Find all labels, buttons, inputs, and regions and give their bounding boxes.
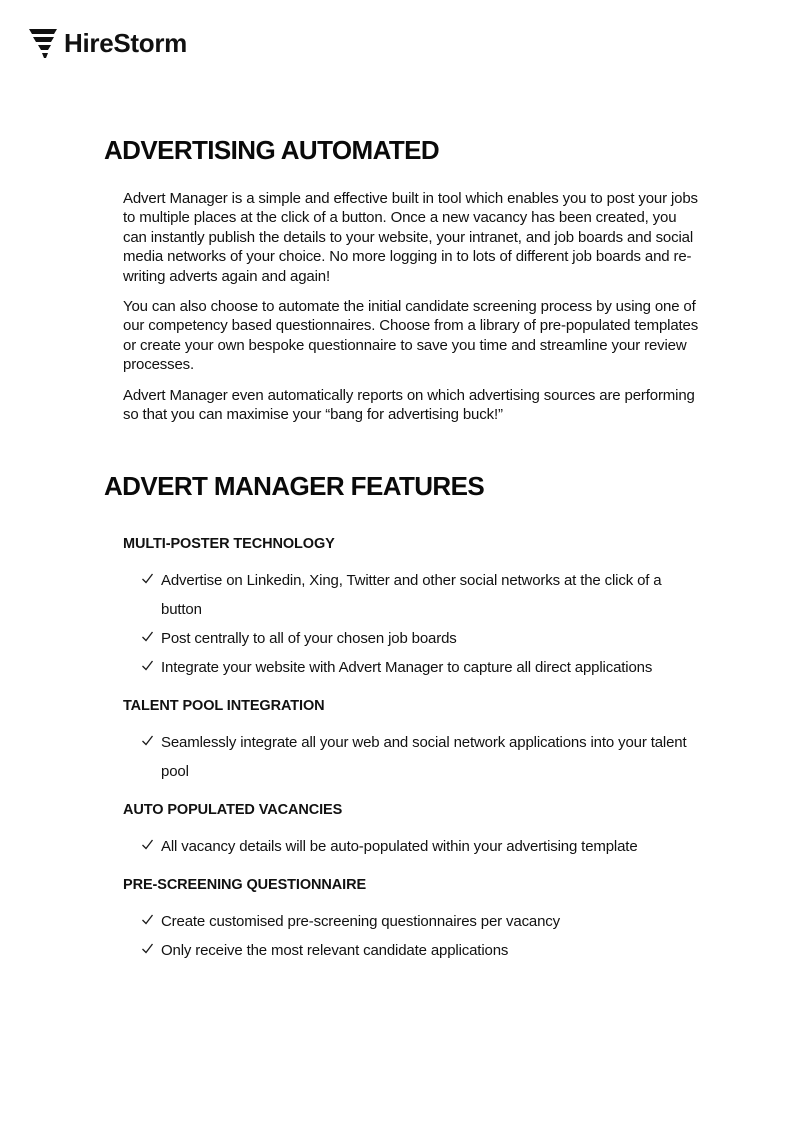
intro-paragraph: Advert Manager even automatically reports on which advertising sources are performing so that you can maximise your “bang for advertising buck!” <box>123 386 695 424</box>
feature-items <box>123 832 713 861</box>
features-list <box>123 534 713 979</box>
advertising-intro <box>123 189 703 435</box>
feature-item <box>123 653 701 682</box>
intro-paragraph: Advert Manager is a simple and effective built in tool which enables you to post your jobs to multiple places at the click of a button. Once a new vacancy has been created, you can instantly publish the details to your website, your intranet, and job boards and social media networks of your choice. No more logging in to lots of different job boards and re-writing adverts again and again! <box>123 190 698 285</box>
feature-group-auto-populated <box>123 800 713 861</box>
checkmark-icon <box>141 913 154 926</box>
feature-item-text: Post centrally to all of your chosen job boards <box>161 630 457 647</box>
feature-item-text: Only receive the most relevant candidate applications <box>161 942 509 959</box>
features-heading: ADVERT MANAGER FEATURES <box>104 471 485 501</box>
feature-items <box>123 566 713 682</box>
feature-item <box>123 566 701 624</box>
feature-item-text: Create customised pre-screening questionnaires per vacancy <box>161 913 561 930</box>
logo <box>28 26 187 60</box>
checkmark-icon <box>141 630 154 643</box>
feature-item-text: All vacancy details will be auto-populated within your advertising template <box>161 838 638 855</box>
feature-group-title: TALENT POOL INTEGRATION <box>123 698 325 714</box>
advertising-heading: ADVERTISING AUTOMATED <box>104 135 440 165</box>
intro-paragraph: You can also choose to automate the initial candidate screening process by using one of our competency based questionnaires. Choose from a library of pre-populated templates or create your own bespoke questionnaire to save you time and streamline your review processes. <box>123 298 699 374</box>
feature-item-text: Seamlessly integrate all your web and social network applications into your talent pool <box>161 734 687 780</box>
feature-item <box>123 832 701 861</box>
feature-items <box>123 728 713 786</box>
feature-group-multi-poster <box>123 534 713 682</box>
checkmark-icon <box>141 838 154 851</box>
feature-item-text: Advertise on Linkedin, Xing, Twitter and other social networks at the click of a button <box>161 572 662 618</box>
checkmark-icon <box>141 572 154 585</box>
checkmark-icon <box>141 659 154 672</box>
feature-item <box>123 936 701 965</box>
feature-item <box>123 728 701 786</box>
checkmark-icon <box>141 942 154 955</box>
feature-items <box>123 907 713 965</box>
feature-group-talent-pool <box>123 696 713 786</box>
feature-group-title: AUTO POPULATED VACANCIES <box>123 802 343 818</box>
logo-text: HireStorm <box>64 27 187 58</box>
checkmark-icon <box>141 734 154 747</box>
feature-group-title: PRE-SCREENING QUESTIONNAIRE <box>123 877 367 893</box>
feature-item <box>123 907 701 936</box>
feature-group-title: MULTI-POSTER TECHNOLOGY <box>123 536 335 552</box>
feature-item-text: Integrate your website with Advert Manager to capture all direct applications <box>161 659 653 676</box>
feature-item <box>123 624 701 653</box>
feature-group-pre-screening <box>123 875 713 965</box>
tornado-logo-icon <box>28 27 58 59</box>
